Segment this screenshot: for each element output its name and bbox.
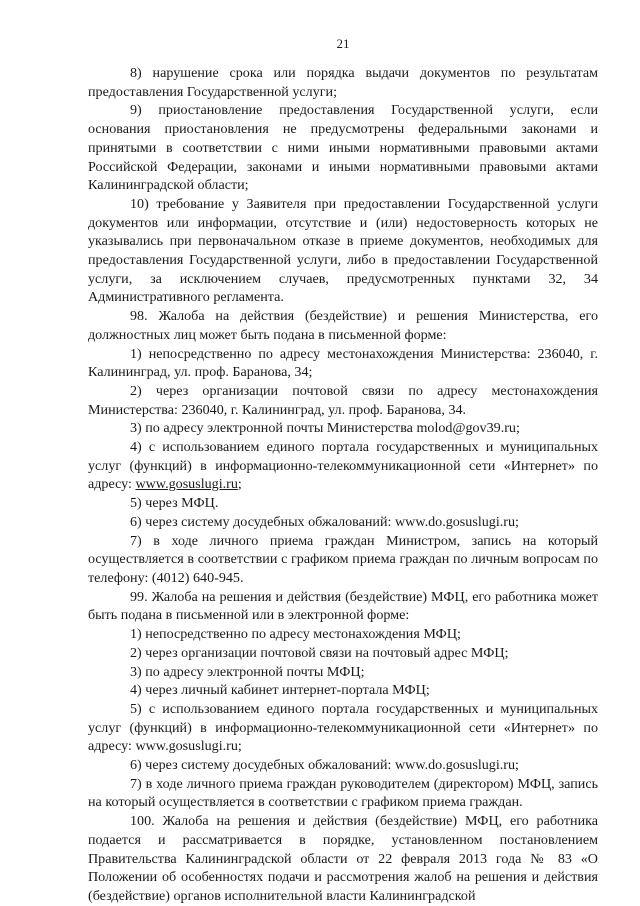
paragraph-98-item-2: 2) через организации почтовой связи по адресу местонахождения Министерства: 236040, г. Калининград, ул. проф. Баранова, 34. — [88, 382, 598, 418]
paragraph-99-item-4: 4) через личный кабинет интернет-портала МФЦ; — [130, 682, 430, 699]
paragraph-item-9: 9) приостановление предоставления Государственной услуги, если основания приостановления не предусмотрены федеральными законами и принятыми в соответствии с ними иными нормативными правовыми актами Российской Федерации, законами и иными нормативными правовыми актами Калининградской области; — [88, 102, 598, 194]
paragraph-100: 100. Жалоба на решения и действия (бездействие) МФЦ, его работника подается и рассматривается в порядке, установленном постановлением Правительства Калининградской области от 22 февраля 2013 года № 83 «О Положении об особенностях подачи и рассмотрения жалоб на решения и действия (бездействие) органов исполнительной власти Калининградской — [88, 813, 598, 904]
link-suffix: ; — [237, 476, 242, 493]
paragraph-99-item-1: 1) непосредственно по адресу местонахождения МФЦ; — [130, 626, 461, 643]
paragraph-98-item-4 — [88, 438, 598, 494]
paragraph-99-item-2: 2) через организации почтовой связи на почтовый адрес МФЦ; — [130, 644, 509, 661]
paragraph-99-item-7: 7) в ходе личного приема граждан руководителем (директором) МФЦ, запись на который осуществляется в соответствии с графиком приема граждан. — [88, 775, 598, 811]
paragraph-99-item-6: 6) через систему досудебных обжалований: www.do.gosuslugi.ru; — [130, 757, 519, 774]
paragraph-99: 99. Жалоба на решения и действия (бездействие) МФЦ, его работника может быть подана в письменной или в электронной форме: — [88, 588, 598, 624]
paragraph-98-item-6: 6) через систему досудебных обжалований: www.do.gosuslugi.ru; — [130, 513, 519, 530]
paragraph-item-10: 10) требование у Заявителя при предоставлении Государственной услуги документов или информации, отсутствие и (или) недостоверность которых не указывались при первоначальном отказе в приеме документов, необходимых для предоставления Государственной услуги, либо в предоставлении Государственной услуги, за исключением случаев, предусмотренных пунктами 32, 34 Административного регламента. — [88, 195, 598, 306]
paragraph-98-item-4-text: 4) с использованием единого портала государственных и муниципальных услуг (функций) в информационно-телекоммуникационной сети «Интернет» по адресу: — [88, 439, 598, 493]
paragraph-99-item-5: 5) с использованием единого портала государственных и муниципальных услуг (функций) в информационно-телекоммуникационной сети «Интернет» по адресу: www.gosuslugi.ru; — [88, 700, 598, 755]
paragraph-98-item-1: 1) непосредственно по адресу местонахождения Министерства: 236040, г. Калининград, ул. проф. Баранова, 34; — [88, 345, 598, 381]
paragraph-98: 98. Жалоба на действия (бездействие) и решения Министерства, его должностных лиц может быть подана в письменной форме: — [88, 308, 598, 343]
paragraph-98-item-5: 5) через МФЦ. — [130, 495, 219, 512]
paragraph-99-item-3: 3) по адресу электронной почты МФЦ; — [130, 663, 365, 680]
paragraph-item-8: 8) нарушение срока или порядка выдачи документов по результатам предоставления Государственной услуги; — [88, 65, 598, 100]
gosuslugi-link[interactable]: www.gosuslugi.ru — [135, 476, 238, 493]
paragraph-98-item-3: 3) по адресу электронной почты Министерства molod@gov39.ru; — [130, 420, 520, 437]
page-number: 21 — [336, 36, 350, 51]
paragraph-98-item-7: 7) в ходе личного приема граждан Министром, запись на который осуществляется в соответствии с графиком приема граждан по личным вопросам по телефону: (4012) 640-945. — [88, 532, 598, 586]
